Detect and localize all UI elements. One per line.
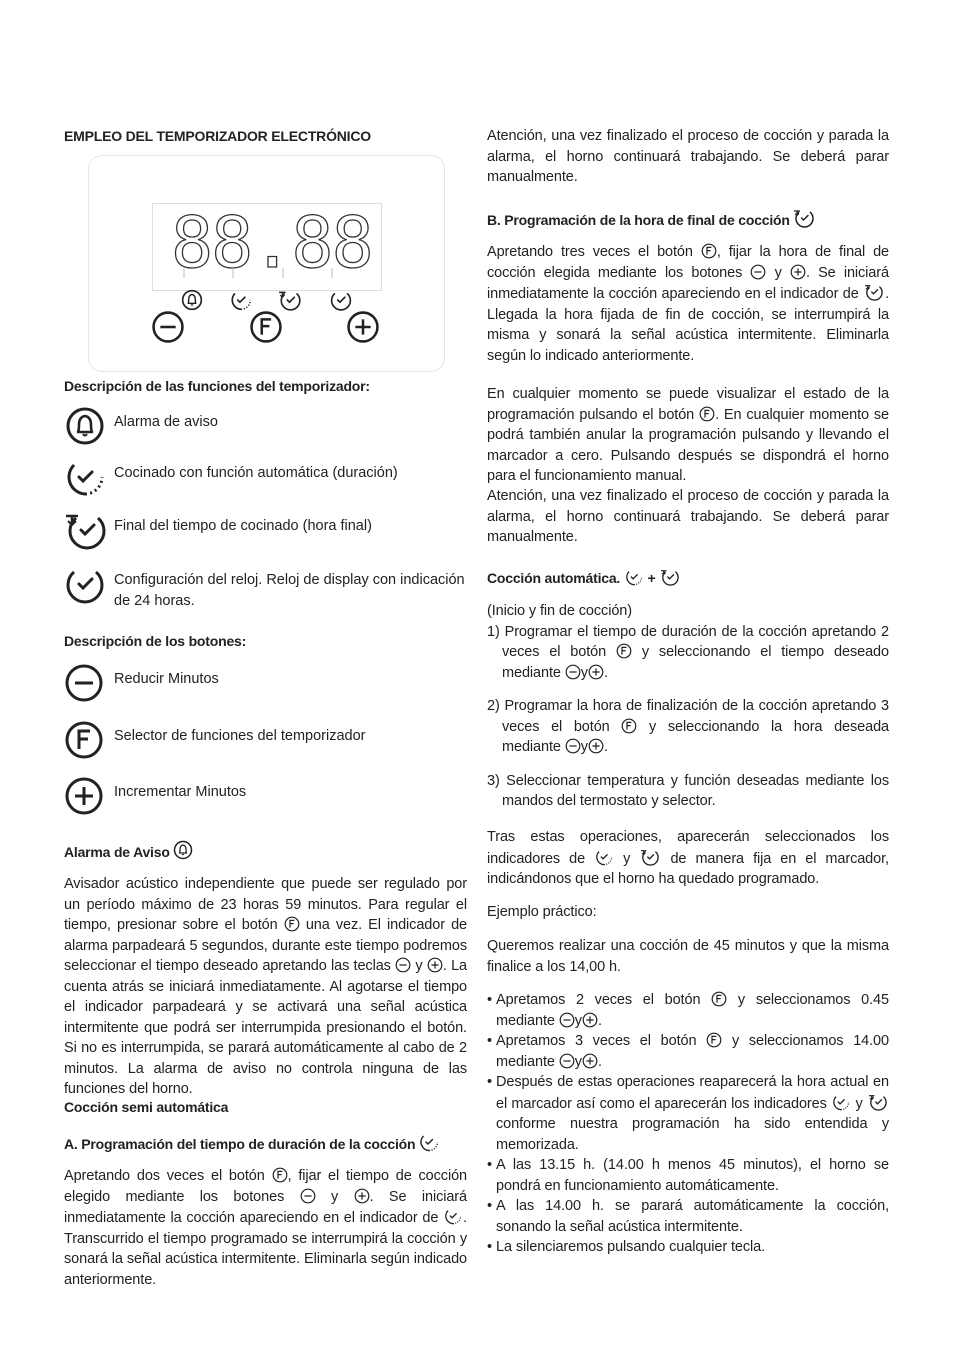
end-time-icon bbox=[639, 848, 661, 866]
tras-paragraph: Tras estas operaciones, aparecerán seleccionados los indicadores de y de manera fija en el marcador, indicándonos que el horno ha quedado programado. bbox=[487, 829, 889, 887]
example-list bbox=[487, 990, 889, 1258]
button-label: Incrementar Minutos bbox=[114, 784, 247, 800]
list-item: • A las 13.15 h. (14.00 h menos 45 minutos), el horno se pondrá en funcionamiento automáticamente. bbox=[487, 1155, 889, 1196]
plus-button[interactable] bbox=[346, 310, 380, 344]
display-digits: 88.88 bbox=[171, 202, 372, 284]
duration-icon bbox=[64, 457, 106, 497]
list-item: • La silenciaremos pulsando cualquier tecla. bbox=[487, 1237, 889, 1258]
plus-icon bbox=[790, 264, 806, 280]
f-icon bbox=[711, 991, 727, 1007]
minus-icon bbox=[395, 957, 411, 973]
bell-icon bbox=[181, 289, 203, 311]
function-label: Configuración del reloj. Reloj de display con indicación de 24 horas. bbox=[114, 572, 465, 609]
attention-paragraph: Atención, una vez finalizado el proceso de cocción y parada la alarma, el horno continuará trabajando. Se deberá parar manualmente. bbox=[487, 128, 889, 185]
auto-heading: Cocción automática. + bbox=[487, 568, 681, 586]
alarm-paragraph: Avisador acústico independiente que puede ser regulado por un período máximo de 23 horas 59 minutos. Para regular el tiempo, presionar sobre el botón una vez. El indicador de alarma parpadeará 5 segundos, durante este tiempo podremos seleccionar el tiempo deseado apretando las teclas y . La cuenta atrás se iniciará inmediatamente. Al agotarse el tiempo el indicador parpadeará y se activará una señal acústica intermitente que podrá ser interrumpida presionando el botón. Si no es interrumpida, se parará automáticamente al cabo de 2 minutos. La alarma de aviso no controla ninguna de las funciones del horno. bbox=[64, 876, 468, 1097]
a-heading: A. Programación del tiempo de duración de la cocción bbox=[64, 1132, 439, 1152]
list-item: • A las 14.00 h. se parará automáticamente la cocción, sonando la señal acústica intermitente. bbox=[487, 1196, 889, 1237]
f-icon bbox=[616, 643, 632, 659]
minus-icon bbox=[750, 264, 766, 280]
section-title: EMPLEO DEL TEMPORIZADOR ELECTRÓNICO bbox=[64, 128, 371, 144]
step-item: 3) Seleccionar temperatura y función deseadas mediante los mandos del termostato y selector. bbox=[487, 772, 889, 809]
f-icon bbox=[272, 1167, 288, 1183]
function-button[interactable] bbox=[249, 310, 283, 344]
step-item: 1) Programar el tiempo de duración de la cocción apretando 2 veces el botón y seleccionando el tiempo deseado mediante y . bbox=[487, 623, 889, 681]
plus-icon bbox=[354, 1188, 370, 1204]
b-paragraph: Apretando tres veces el botón , fijar la hora de final de cocción elegida mediante los botones y . Se iniciará inmediatamente la cocción apareciendo en el indicador de . Llegada la hora fijada de fin de cocción, se interrumpirá la misma y sonará la señal acústica intermitente. Eliminarla según lo indicado anteriormente. bbox=[487, 244, 890, 364]
end-time-icon bbox=[793, 208, 815, 228]
f-icon bbox=[701, 243, 717, 259]
button-label: Selector de funciones del temporizador bbox=[114, 728, 366, 744]
clock-icon bbox=[330, 289, 352, 311]
function-label: Final del tiempo de cocinado (hora final) bbox=[114, 518, 372, 534]
f-icon bbox=[621, 718, 637, 734]
f-icon bbox=[699, 406, 715, 422]
plus-icon bbox=[64, 776, 104, 816]
list-item: • Después de estas operaciones reaparecerá la hora actual en el marcador así como el aparecerán los indicadores y conforme nuestra programación ha sido entendida y memorizada. bbox=[487, 1072, 889, 1155]
duration-icon bbox=[594, 848, 614, 866]
minus-button[interactable] bbox=[151, 310, 185, 344]
list-item: • Apretamos 2 veces el botón y seleccionamos 0.45 mediante y . bbox=[487, 990, 889, 1031]
bell-icon bbox=[64, 406, 106, 446]
plus-icon bbox=[588, 664, 604, 680]
list-item: • Apretamos 3 veces el botón y seleccionamos 14.00 mediante y . bbox=[487, 1031, 889, 1072]
duration-icon bbox=[831, 1093, 851, 1111]
duration-icon bbox=[230, 289, 252, 311]
minus-icon bbox=[559, 1053, 575, 1069]
end-time-icon bbox=[278, 289, 302, 311]
alarm-heading-text: Alarma de Aviso bbox=[64, 844, 170, 860]
end-time-icon bbox=[867, 1093, 889, 1111]
semi-auto-heading: Cocción semi automática bbox=[64, 1099, 229, 1115]
f-icon bbox=[706, 1032, 722, 1048]
f-icon bbox=[284, 916, 300, 932]
f-icon bbox=[64, 720, 104, 760]
function-label: Alarma de aviso bbox=[114, 414, 218, 430]
attention-paragraph: Atención, una vez finalizado el proceso de cocción y parada la alarma, el horno continuará trabajando. Se deberá parar manualmente. bbox=[487, 488, 889, 545]
a-paragraph: Apretando dos veces el botón , fijar el tiempo de cocción elegido mediante los botones y . Se iniciará inmediatamente la cocción apareciendo en el indicador de . Transcurrido el tiempo programado se interrumpirá la cocción y sonará la señal acústica intermitente. Eliminarla según indicado anteriormente. bbox=[64, 1168, 468, 1288]
example-heading: Ejemplo práctico: bbox=[487, 904, 597, 920]
buttons-heading: Descripción de los botones: bbox=[64, 633, 247, 649]
b-heading: B. Programación de la hora de final de cocción bbox=[487, 208, 815, 228]
plus-icon bbox=[582, 1053, 598, 1069]
function-label: Cocinado con función automática (duración) bbox=[114, 465, 398, 481]
duration-icon bbox=[419, 1132, 439, 1152]
clock-icon bbox=[64, 564, 106, 604]
auto-steps bbox=[487, 601, 889, 812]
plus-icon bbox=[582, 1012, 598, 1028]
plus-icon bbox=[427, 957, 443, 973]
button-label: Reducir Minutos bbox=[114, 671, 219, 687]
end-time-icon bbox=[863, 283, 885, 301]
functions-heading: Descripción de las funciones del temporizador: bbox=[64, 378, 370, 394]
minus-icon bbox=[559, 1012, 575, 1028]
example-paragraph: Queremos realizar una cocción de 45 minutos y que la misma finalice a los 14,00 h. bbox=[487, 938, 889, 975]
step-item: 2) Programar la hora de finalización de la cocción apretando 3 veces el botón y seleccionando la hora deseada mediante y . bbox=[487, 698, 890, 755]
auto-subtitle: (Inicio y fin de cocción) bbox=[487, 603, 632, 619]
plus-icon bbox=[588, 738, 604, 754]
minus-icon bbox=[64, 663, 104, 703]
display-tick-marks bbox=[150, 266, 390, 282]
minus-icon bbox=[300, 1188, 316, 1204]
anytime-paragraph: En cualquier momento se puede visualizar el estado de la programación pulsando el botón . En cualquier momento se podrá también anular la programación pulsando y llevando el marcador a cero. Pulsando después se dispondrá el horno para el funcionamiento manual. bbox=[487, 386, 889, 484]
end-time-icon bbox=[659, 568, 681, 586]
minus-icon bbox=[565, 664, 581, 680]
duration-icon bbox=[443, 1207, 463, 1225]
end-time-icon bbox=[64, 510, 108, 550]
bell-icon bbox=[173, 840, 193, 860]
minus-icon bbox=[565, 738, 581, 754]
alarm-heading bbox=[64, 840, 193, 860]
duration-icon bbox=[624, 568, 644, 586]
